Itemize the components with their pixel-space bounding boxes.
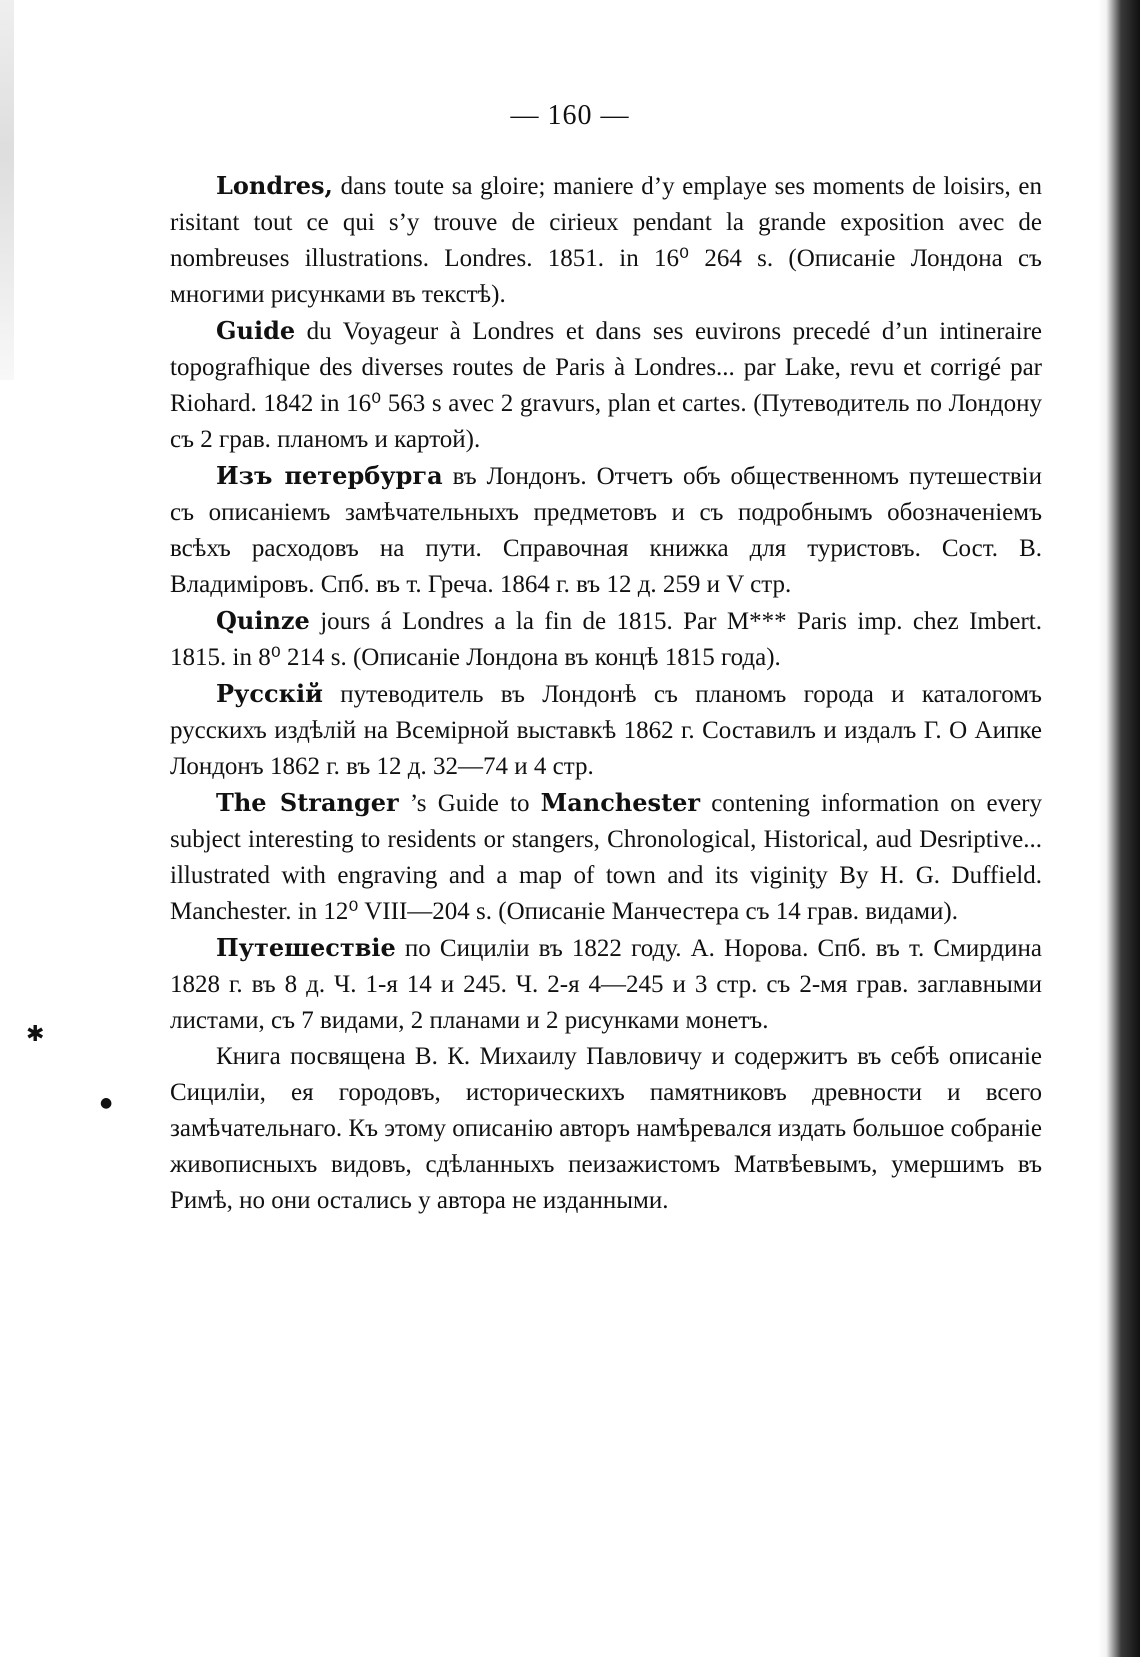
scan-edge-left [0, 0, 14, 380]
entry-lead: Quinze [216, 606, 310, 635]
margin-dot: ● [100, 1095, 113, 1111]
entry-text: въ Лондонъ. Отчетъ объ общественномъ путешествіи съ описаніемъ замѣчательныхъ предметовъ и съ подробнымъ обозначеніемъ всѣхъ расходовъ на пути. Справочная книжка для туристовъ. Сост. В. Владиміровъ. Спб. въ т. Греча. 1864 г. въ 12 д. 259 и V стр. [170, 463, 1042, 598]
entry-lead: Русскій [216, 679, 323, 708]
entry-lead: The Stranger [216, 788, 399, 817]
scan-edge-right [1098, 0, 1140, 1657]
bibliography-text [170, 168, 1042, 1219]
entry-lead: Изъ петербурга [216, 461, 443, 490]
entry-text: по Сициліи въ 1822 году. А. Норова. Спб. въ т. Смирдина 1828 г. въ 8 д. Ч. 1-я 14 и 245. Ч. 2-я 4—245 и 3 стр. съ 2-мя грав. заглавными листами, съ 7 видами, 2 планами и 2 рисунками монетъ. [170, 935, 1042, 1034]
entry-strangers-guide [170, 785, 1042, 930]
entry-lead: Londres, [216, 171, 333, 200]
entry-russkiy-putevoditel [170, 676, 1042, 785]
entry-emphasis: Manchester [540, 788, 701, 817]
entry-puteshestvie [170, 930, 1042, 1039]
entry-londres [170, 168, 1042, 313]
page-number: — 160 — [510, 100, 630, 131]
entry-quinze-jours [170, 603, 1042, 676]
entry-iz-peterburga [170, 458, 1042, 603]
entry-lead: Путешествіе [216, 933, 396, 962]
entry-text: contening information on every subject interesting to residents or stangers, Chronological, Historical, aud Desriptive... illustrated with engraving and a map of town and its viginiţy By H. G. Duffield. Manchester. in 12⁰ VIII—204 s. (Описаніе Манчестера съ 14 грав. видами). [170, 790, 1042, 925]
entry-text: путеводитель въ Лондонѣ съ планомъ города и каталогомъ русскихъ издѣлій на Всемірной выставкѣ 1862 г. Составилъ и издалъ Г. О Аипке Лондонъ 1862 г. въ 12 д. 32—74 и 4 стр. [170, 681, 1042, 780]
entry-text: jours á Londres a la fin de 1815. Par M*** Paris imp. chez Imbert. 1815. in 8⁰ 214 s. (Описаніе Лондона въ концѣ 1815 года). [170, 608, 1042, 671]
entry-text: du Voyageur à Londres et dans ses euvirons precedé d’un intineraire topografhique des diverses routes de Paris à Londres... par Lake, revu et corrigé par Riohard. 1842 in 16⁰ 563 s avec 2 gravurs, plan et cartes. (Путеводитель по Лондону съ 2 грав. планомъ и картой). [170, 318, 1042, 453]
entry-guide-voyageur [170, 313, 1042, 458]
margin-mark: ✱ [26, 1022, 45, 1047]
entry-text: dans toute sa gloire; maniere d’y emplaye ses moments de loisirs, en risitant tout ce qui s’y trouve de cirieux pendant la grande exposition avec de nombreuses illustrations. Londres. 1851. in 16⁰ 264 s. (Описаніе Лондона съ многими рисунками въ текстѣ). [170, 173, 1042, 308]
entry-lead: Guide [216, 316, 296, 345]
entry-note-kniga [170, 1039, 1042, 1219]
entry-text: ’s Guide to [398, 790, 541, 817]
entry-text: Книга посвящена В. К. Михаилу Павловичу и содержитъ въ себѣ описаніе Сициліи, ея городовъ, историческихъ памятниковъ древности и всего замѣчательнаго. Къ этому описанію авторъ намѣревался издать большое собраніе живописныхъ видовъ, сдѣланныхъ пеизажистомъ Матвѣевымъ, умершимъ въ Римѣ, но они остались у автора не изданными. [170, 1043, 1042, 1214]
